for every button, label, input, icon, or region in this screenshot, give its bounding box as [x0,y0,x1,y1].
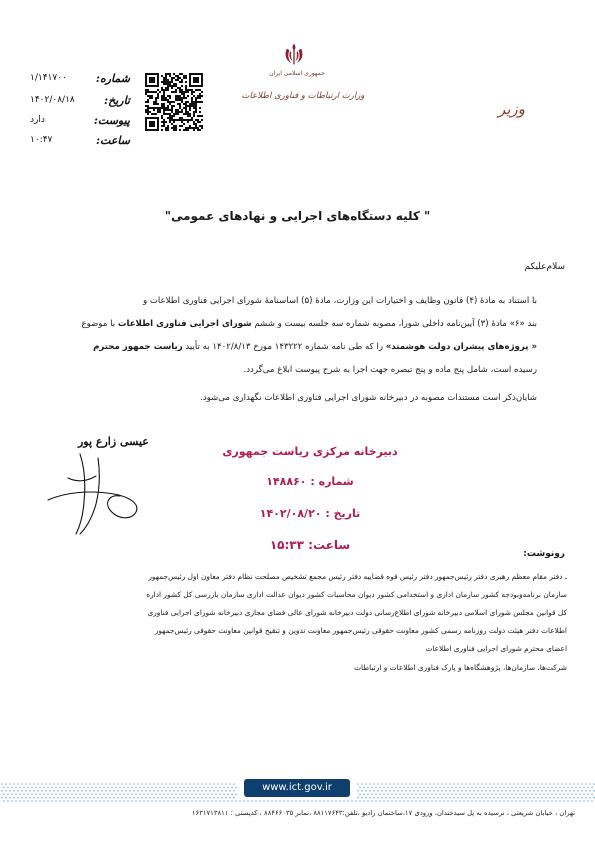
republic-caption: جمهوری اسلامی ایران [269,70,325,77]
letter-time-value: ۱۰:۴۷ [30,135,53,145]
second-paragraph: شایان‌ذکر است مستندات مصوبه در دبیرخانه شورای اجرایی فناوری اطلاعات نگهداری می‌شود. [200,393,537,403]
letter-number-row [20,72,130,88]
cc-line: اطلاعات دفتر هیئت دولت روزنامه رسمی کشور معاونت حقوقی رئیس‌جمهور معاونت تدوین و تنقیح قوانین معاونت حقوقی رئیس‌جمهور [154,626,567,635]
main-paragraph [67,290,537,382]
letter-time-row [20,134,130,150]
stamp-time-value: ۱۵:۳۳ [269,538,304,552]
handwritten-signature [40,448,150,538]
cc-line: ـ دفتر مقام معظم رهبری دفتر رئیس‌جمهور دفتر رئیس قوه قضاییه دفتر رئیس مجمع تشخیص مصلحت نظام دفتر معاون اول رئیس‌جمهور [148,572,567,581]
stamp-number-label: شماره : [310,475,354,488]
letter-attachment-label: پیوست: [93,114,130,127]
letter-date-value: ۱۴۰۲/۰۸/۱۸ [30,95,75,105]
stamp-date-value: ۱۴۰۲/۰۸/۲۰ [259,507,322,520]
document-title: " کلیه دستگاه‌های اجرایی و نهادهای عمومی" [164,209,431,223]
paragraph-line-2 [67,313,537,336]
stamp-date-row [210,507,410,520]
stamp-date-label: تاریخ : [325,507,361,520]
qr-code [145,73,203,131]
stamp-time-label: ساعت: [308,538,351,552]
paragraph-line-2-bold: شورای اجرایی فناوری اطلاعات [117,319,252,329]
paragraph-line-3-text: را که طی نامه شماره ۱۴۳۲۲۲ مورخ ۱۴۰۲/۸/۱۳ به تأیید [182,342,386,352]
ministry-name: وزارت ارتباطات و فناوری اطلاعات [241,91,365,101]
cc-line: شرکت‌ها، سازمان‌ها، پژوهشگاه‌ها و پارک فناوری اطلاعات و ارتباطات [354,663,567,672]
project-title: « پروژه‌های پیشران دولت هوشمند» [385,342,537,352]
stamp-number-value: ۱۴۸۸۶۰ [266,475,307,488]
letter-time-label: ساعت: [96,134,130,147]
letter-attachment-value: دارد [30,115,45,125]
letter-attachment-row [20,114,130,130]
minister-title: وزیر [498,100,525,118]
paragraph-line-2-tail: با موضوع [81,319,118,329]
letter-date-label: تاریخ: [104,94,130,107]
cc-line: کل قوانین مجلس شورای اسلامی دبیرخانه شورای اطلاع‌رسانی دولت دبیرخانه شورای عالی فضای مجازی دبیرخانه شورای اجرایی فناوری [147,608,567,617]
stamp-time-row [210,538,410,552]
stamp-number-row [210,475,410,488]
cc-title: رونوشت: [523,549,565,559]
paragraph-line-3-bold: ریاست جمهور محترم [93,342,183,352]
letter-number-label: شماره: [95,72,130,85]
paragraph-line-4: رسیده است، شامل پنج ماده و پنج تبصره جهت اجرا به شرح پیوست ابلاغ می‌گردد. [243,365,537,375]
stamp-office: دبیرخانه مرکزی ریاست جمهوری [222,445,398,458]
paragraph-line-1: با استناد به مادۀ (۴) قانون وظایف و اختیارات این وزارت، مادۀ (۵) اساسنامۀ شورای اجرایی فناوری اطلاعات و [142,296,537,306]
iran-emblem-icon [281,41,307,67]
cc-line: اعضای محترم شورای اجرایی فناوری اطلاعات [425,644,567,653]
letter-date-row [20,94,130,110]
letter-number-value: ۱/۱۴۱۷۰۰ [30,73,67,83]
cc-line: سازمان برنامه‌وبودجه کشور سازمان اداری و استخدامی کشور دیوان محاسبات کشور دیوان عدالت اداری سازمان بازرسی کل کشور اداره [146,590,567,599]
paragraph-line-3 [67,336,537,359]
paragraph-line-2-text: بند «۶» مادۀ (۳) آیین‌نامه داخلی شورا، مصوبه شماره سه جلسه بیست و ششم [251,319,537,329]
signer-name: عیسی زارع پور [78,435,149,448]
greeting: سلام‌علیکم [524,262,565,272]
website-link[interactable]: www.ict.gov.ir [244,779,350,797]
footer-address: تهران ، خیابان شریعتی ، نرسیده به پل سیدخندان، ورودی ۱۷،ساختمان رادیو ،تلفن:۸۸۱۱۷۶۴۳ ،نمابر ۸۸۴۶۶۰۳۵ ، کدپستی : ۱۶۳۱۷۱۳۸۱۱ [191,809,575,817]
